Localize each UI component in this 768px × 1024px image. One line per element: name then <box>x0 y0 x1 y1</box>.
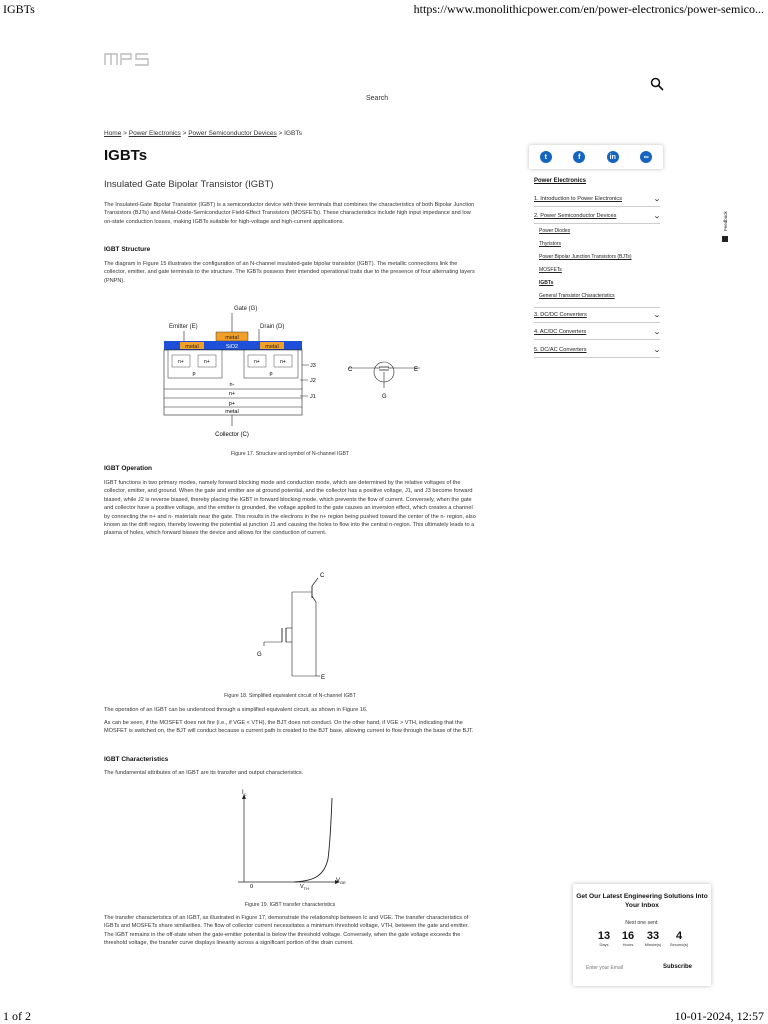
svg-text:metal: metal <box>185 344 199 350</box>
svg-text:metal: metal <box>225 335 239 341</box>
chevron-down-icon[interactable]: ⌄ <box>652 195 662 203</box>
svg-text:n+: n+ <box>204 359 210 365</box>
breadcrumb-current: IGBTs <box>284 130 302 137</box>
feedback-tab[interactable] <box>720 204 730 244</box>
svg-text:metal: metal <box>265 344 279 350</box>
print-page-number: 1 of 2 <box>3 1009 31 1023</box>
x-axis-label: $V_{GE}$ <box>336 878 346 885</box>
figure-17-caption: Figure 17. Structure and symbol of N-channel IGBT <box>230 451 350 457</box>
email-input[interactable] <box>586 962 646 974</box>
symbol-g-label: G <box>382 394 387 400</box>
svg-text:n+: n+ <box>178 359 184 365</box>
chevron-down-icon[interactable]: ⌄ <box>652 328 662 336</box>
social-share-bar <box>529 145 663 169</box>
emitter-label: Emitter (E) <box>169 324 198 330</box>
sidebar-heading[interactable]: Power Electronics <box>534 178 587 184</box>
search-label[interactable]: Search <box>366 95 389 102</box>
chevron-down-icon[interactable]: ⌄ <box>652 346 662 354</box>
sidebar-sub-mosfets[interactable]: MOSFETs <box>539 267 562 273</box>
structure-heading: IGBT Structure <box>104 246 151 253</box>
igbt-structure-figure <box>104 296 476 444</box>
operation-heading: IGBT Operation <box>104 465 153 472</box>
countdown-hours: 16 Hours <box>621 930 635 947</box>
intro-paragraph: The Insulated-Gate Bipolar Transistor (IGBT) is a semiconductor device with three terminals that combines the characteristics of both Bipolar Junction Transistors (BJTs) and Metal-Oxide-Semiconductor Field-Effect Transistors (MOSFETs). These characteristics include high input impedance and low on-state conduction losses, making IGBTs suitable for high-voltage and high-current applications. <box>104 202 475 225</box>
junction-j3-label: J3 <box>310 363 316 369</box>
transfer-curve <box>294 798 332 882</box>
feedback-icon <box>722 236 728 242</box>
sidebar-section-5[interactable]: 5. DC/AC Converters ⌄ <box>534 342 660 358</box>
breadcrumb-power-semiconductor-devices[interactable]: Power Semiconductor Devices <box>188 130 277 137</box>
symbol-e-label: E <box>414 367 419 373</box>
facebook-icon[interactable]: f <box>573 151 585 163</box>
countdown-seconds: 4 Second(s) <box>669 930 689 947</box>
collector-label: Collector (C) <box>215 432 249 438</box>
newsletter-title: Get Our Latest Engineering Solutions Into Your Inbox <box>576 893 708 909</box>
drain-label: Drain (D) <box>260 324 285 330</box>
circuit-e-label: E <box>321 675 326 681</box>
sidebar-sub-igbts[interactable]: IGBTs <box>539 280 554 286</box>
svg-text:Feedback: Feedback <box>723 211 728 231</box>
chevron-down-icon[interactable]: ⌄ <box>652 312 662 319</box>
svg-text:p: p <box>269 371 273 377</box>
breadcrumb-home[interactable]: Home <box>104 130 122 137</box>
svg-text:n+: n+ <box>280 359 286 365</box>
circuit-g-label: G <box>257 652 262 658</box>
link-icon[interactable]: ∞ <box>640 151 652 163</box>
linkedin-icon[interactable]: in <box>607 151 619 163</box>
characteristics-paragraph: The fundamental attributes of an IGBT are its transfer and output characteristics. <box>104 770 304 776</box>
sidebar-sub-general-transistor[interactable]: General Transistor Characteristics <box>539 293 615 299</box>
circuit-c-label: C <box>320 573 325 579</box>
y-axis-label: $I_C$ <box>242 790 247 797</box>
junction-j2-label: J2 <box>310 378 316 384</box>
breadcrumb-power-electronics[interactable]: Power Electronics <box>128 130 181 137</box>
page-title: IGBTs <box>104 147 148 164</box>
sidebar-sub-thyristors[interactable]: Thyristors <box>539 241 561 247</box>
newsletter-next-label: Next one sent: <box>625 920 659 926</box>
print-url: https://www.monolithicpower.com/en/power-electronics/power-semico... <box>413 2 764 16</box>
breadcrumb-separator: > <box>123 130 127 137</box>
countdown-minutes: 33 Minute(s) <box>644 930 662 947</box>
sidebar-section-2[interactable]: 2. Power Semiconductor Devices ⌄ <box>534 208 660 224</box>
print-datetime: 10-01-2024, 12:57 <box>674 1009 764 1023</box>
sidebar-sub-power-bjts[interactable]: Power Bipolar Junction Transistors (BJTs) <box>539 254 632 260</box>
figure-19-caption: Figure 19. IGBT transfer characteristics <box>244 902 336 908</box>
svg-text:SiO2: SiO2 <box>225 344 239 350</box>
svg-text:p: p <box>192 371 196 377</box>
equivalent-circuit-figure <box>104 566 476 686</box>
junction-j1-label: J1 <box>310 394 316 400</box>
print-title: IGBTs <box>3 2 35 16</box>
structure-paragraph: The diagram in Figure 15 illustrates the configuration of an N-channel insulated-gate bipolar transistor (IGBT). The metallic connections link the collector, emitter, and gate terminals to the structure. The IGBTs possess their intended operational traits due to the presence of four alternating layers (PNPN). <box>104 261 475 284</box>
page-subtitle: Insulated Gate Bipolar Transistor (IGBT) <box>104 179 274 190</box>
svg-text:n+: n+ <box>254 359 260 365</box>
origin-label: 0 <box>250 884 254 890</box>
sidebar-sub-power-diodes[interactable]: Power Diodes <box>539 228 571 234</box>
sidebar-section-1[interactable]: 1. Introduction to Power Electronics ⌄ <box>534 191 660 207</box>
svg-text:metal: metal <box>225 409 239 415</box>
characteristics-paragraph-2: The transfer characteristics of an IGBT, as illustrated in Figure 17, demonstrate the relationship between Ic and VGE. The transfer characteristics of IGBTs and MOSFETs share similarities. The flow of collector current necessitates a minimum threshold voltage, VTH, between the gate and emitter. The IGBT remains in the off-state when the gate-emitter potential is below the threshold voltage. Conversely, when the gate voltage exceeds the threshold voltage, the transfer curve displays linearity across a significant portion of the drain current. <box>104 915 469 947</box>
subscribe-button[interactable]: Subscribe <box>663 964 693 970</box>
operation-paragraph-2: The operation of an IGBT can be understood through a simplified equivalent circuit, as shown in Figure 16. <box>104 707 368 713</box>
countdown-days: 13 Days <box>597 930 611 947</box>
twitter-icon[interactable]: t <box>540 151 552 163</box>
chevron-down-icon[interactable]: ⌄ <box>652 212 662 220</box>
svg-text:p+: p+ <box>228 401 236 407</box>
operation-paragraph-3: As can be seen, if the MOSFET does not fire (i.e., if VGE < VTH), the BJT does not conduct. On the other hand, if VGE > VTH, indicating that the MOSFET is switched on, the BJT will conduct because a current path is created to the BJT base, allowing current to flow through the base of the BJT. <box>104 720 474 735</box>
search-icon[interactable] <box>650 77 664 91</box>
gate-label: Gate (G) <box>234 306 258 312</box>
figure-18-caption: Figure 18. Simplified equivalent circuit of N-channel IGBT <box>224 693 356 699</box>
transfer-characteristics-figure <box>104 784 476 900</box>
sidebar-section-4[interactable]: 4. AC/DC Converters ⌄ <box>534 324 660 340</box>
operation-paragraph: IGBT functions in two primary modes, namely forward blocking mode and conduction mode, which are determined by the relative voltages of the collector, emitter, and ground. When the gate and emitter are at ground potential, and the collector has a positive voltage, J1, and J3 become forward biased, while J2 is reverse biased, thereby placing the IGBT in forward blocking mode, which prevents the flow of current. Conversely, when the gate and collector have a positive voltage, and the emitter is grounded, the voltage applied to the gate causes an inversion effect, which creates a channel by connecting the n+ and n- materials near the gate. This results in the electrons in the n+ region being pushed toward the center of the n- region, also known as the drift region, thereby lowering the potential at junction J1 and causing the holes to flow into the central n-region. This ultimately leads to a plasma of holes, which forward biases the device and allows for the conduction of current. <box>104 480 476 537</box>
mps-logo[interactable] <box>104 52 150 66</box>
vth-label: $V_{TH}$ <box>300 884 309 891</box>
breadcrumb-separator: > <box>278 130 283 137</box>
sidebar-section-3[interactable]: 3. DC/DC Converters ⌄ <box>534 307 660 323</box>
breadcrumb <box>104 130 302 137</box>
newsletter-widget <box>573 884 711 986</box>
characteristics-heading: IGBT Characteristics <box>104 756 169 763</box>
breadcrumb-separator: > <box>182 130 187 137</box>
svg-text:n-: n- <box>229 382 235 388</box>
svg-text:n+: n+ <box>228 391 236 397</box>
symbol-c-label: C <box>348 367 353 373</box>
